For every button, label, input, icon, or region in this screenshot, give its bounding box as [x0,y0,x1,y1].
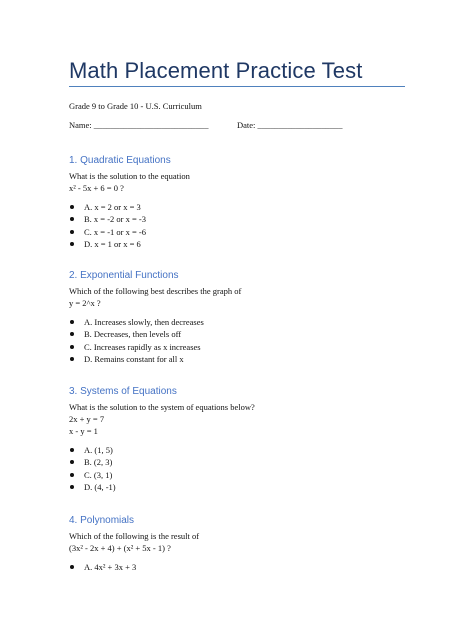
answer-options [69,444,409,494]
section-quadratic-equations [69,154,409,251]
bullet-icon [70,242,74,246]
option-label: A. 4x² + 3x + 3 [84,562,137,572]
bullet-icon [70,565,74,569]
bullet-icon [70,485,74,489]
answer-option [69,213,409,225]
name-field: Name: ___________________________ [69,120,209,130]
question-text: x - y = 1 [69,426,98,436]
option-label: D. Remains constant for all x [84,354,184,365]
answer-option [69,201,409,213]
answer-option [69,456,409,468]
bullet-icon [70,205,74,209]
section-heading: 2. Exponential Functions [69,270,179,281]
question-text: What is the solution to the system of equations below? [69,402,255,412]
bullet-icon [70,448,74,452]
answer-option [69,226,409,238]
title-underline [69,86,405,87]
answer-option [69,341,409,353]
bullet-icon [70,357,74,361]
document-title: Math Placement Practice Test [69,58,363,83]
answer-options [69,316,409,366]
option-label: B. x = -2 or x = -3 [84,214,146,225]
answer-options [69,561,409,573]
question-text: (3x² - 2x + 4) + (x² + 5x - 1) ? [69,543,171,553]
option-label: B. Decreases, then levels off [84,329,182,340]
answer-option [69,353,409,365]
section-heading: 1. Quadratic Equations [69,155,171,166]
bullet-icon [70,345,74,349]
option-label: A. x = 2 or x = 3 [84,202,141,212]
section-heading: 3. Systems of Equations [69,386,177,397]
answer-option [69,481,409,493]
option-label: B. (2, 3) [84,457,113,468]
question-text: What is the solution to the equation [69,171,190,181]
bullet-icon [70,320,74,324]
section-polynomials [69,514,409,573]
answer-option [69,444,409,456]
option-label: A. (1, 5) [84,445,113,455]
document-subtitle: Grade 9 to Grade 10 - U.S. Curriculum [69,101,202,111]
section-exponential-functions [69,269,409,366]
bullet-icon [70,217,74,221]
question-text: Which of the following best describes the graph of [69,286,242,296]
option-label: C. Increases rapidly as x increases [84,341,201,352]
option-label: D. x = 1 or x = 6 [84,239,141,250]
section-heading: 4. Polynomials [69,515,135,526]
question-text: x² - 5x + 6 = 0 ? [69,183,124,193]
option-label: C. (3, 1) [84,469,113,480]
bullet-icon [70,460,74,464]
bullet-icon [70,473,74,477]
bullet-icon [70,332,74,336]
question-text: y = 2^x ? [69,298,101,308]
answer-option [69,316,409,328]
section-systems-of-equations [69,385,409,494]
answer-option [69,561,409,573]
question-text: 2x + y = 7 [69,414,105,424]
answer-option [69,238,409,250]
option-label: C. x = -1 or x = -6 [84,226,146,237]
answer-option [69,469,409,481]
answer-options [69,201,409,251]
option-label: A. Increases slowly, then decreases [84,317,204,327]
bullet-icon [70,230,74,234]
question-text: Which of the following is the result of [69,531,200,541]
option-label: D. (4, -1) [84,482,116,493]
answer-option [69,328,409,340]
date-field: Date: ____________________ [237,120,343,130]
